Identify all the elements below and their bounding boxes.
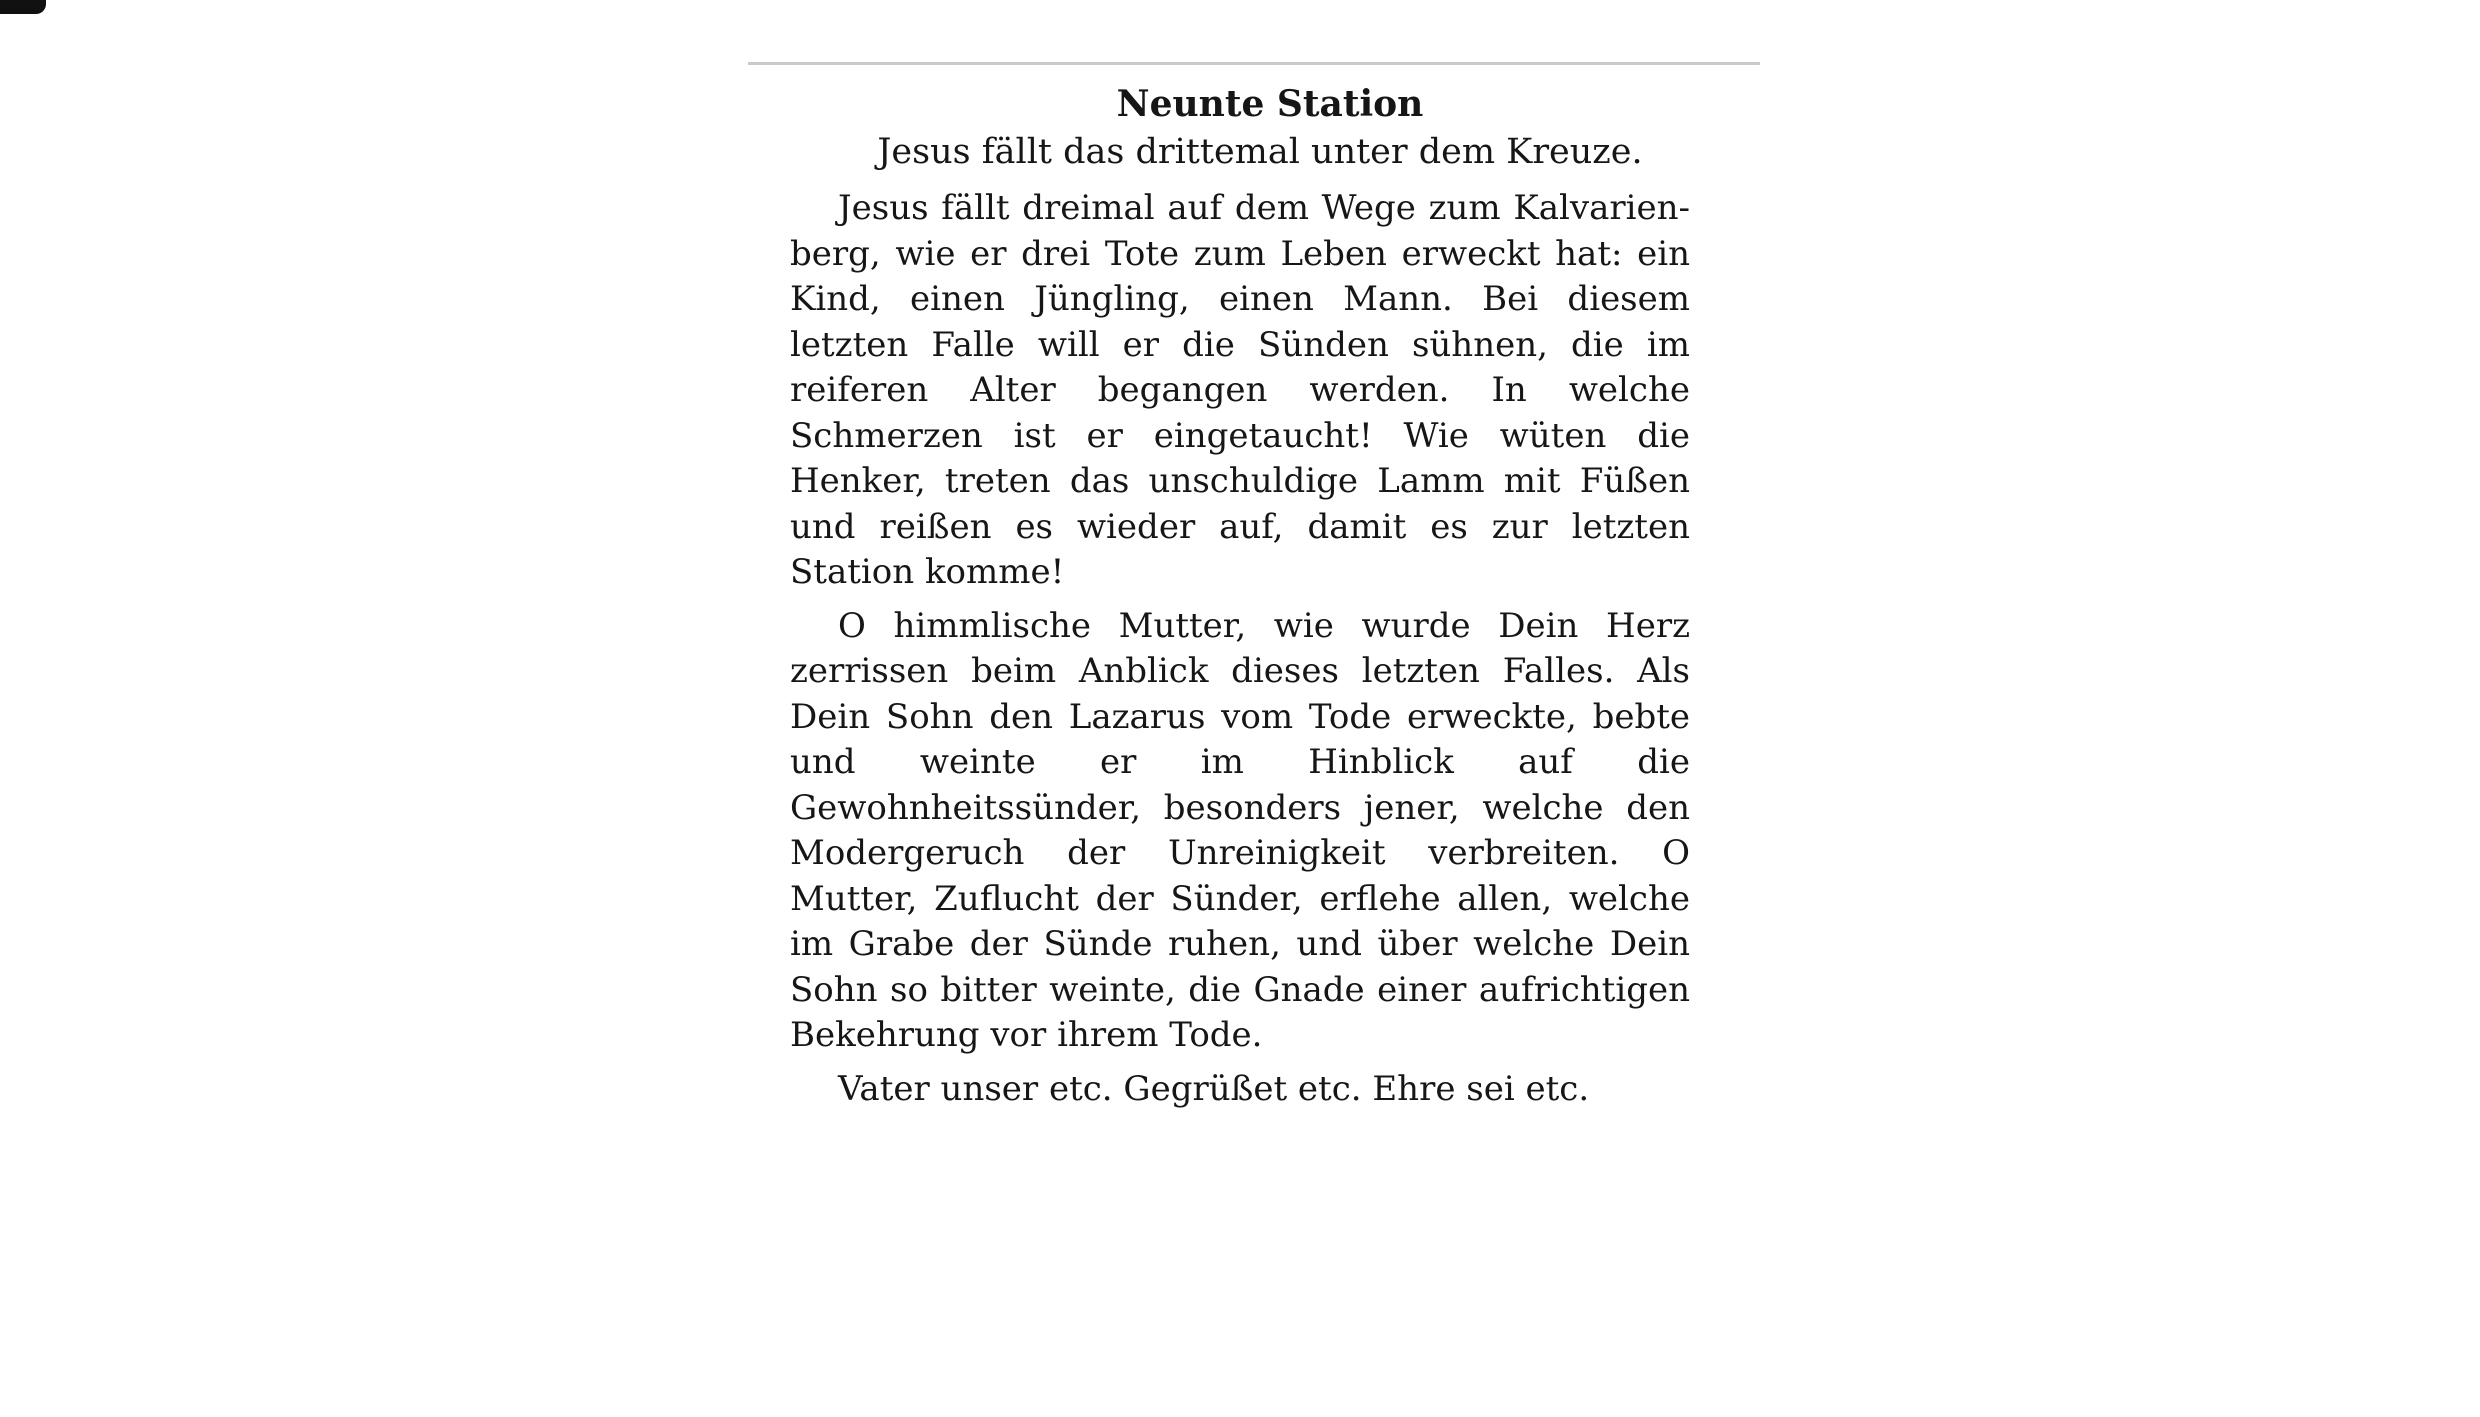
paragraph-1: Jesus fällt dreimal auf dem Wege zum Kalvarienberg, wie er drei Tote zum Leben erweckt hat: ein Kind, einen Jüngling, einen Mann. Bei diesem letzten Falle will er die Sünden sühnen, die im reiferen Alter begangen werden. In welche Schmerzen ist er eingetaucht! Wie wüten die Henker, treten das unschuldige Lamm mit Füßen und reißen es wieder auf, damit es zur letzten Station komme! xyxy=(790,188,1690,592)
station-subtitle: Jesus fällt das drittemal unter dem Kreuze. xyxy=(877,132,1643,172)
station-title: Neunte Station xyxy=(1116,83,1424,125)
scan-corner-mark xyxy=(0,0,46,14)
closing-prayer: Vater unser etc. Gegrüßet etc. Ehre sei etc. xyxy=(838,1068,1590,1109)
text-block xyxy=(790,80,1690,1112)
paragraph-2: O himmlische Mutter, wie wurde Dein Herz zerrissen beim Anblick dieses letzten Falles. Als Dein Sohn den Lazarus vom Tode erweckte, bebte und weinte er im Hinblick auf die Gewohnheitssünder, besonders jener, welche den Modergeruch der Unreinigkeit verbreiten. O Mutter, Zuflucht der Sünder, erflehe allen, welche im Grabe der Sünde ruhen, und über welche Dein Sohn so bitter weinte, die Gnade einer aufrichtigen Bekehrung vor ihrem Tode. xyxy=(790,605,1690,1055)
top-rule xyxy=(748,62,1760,65)
